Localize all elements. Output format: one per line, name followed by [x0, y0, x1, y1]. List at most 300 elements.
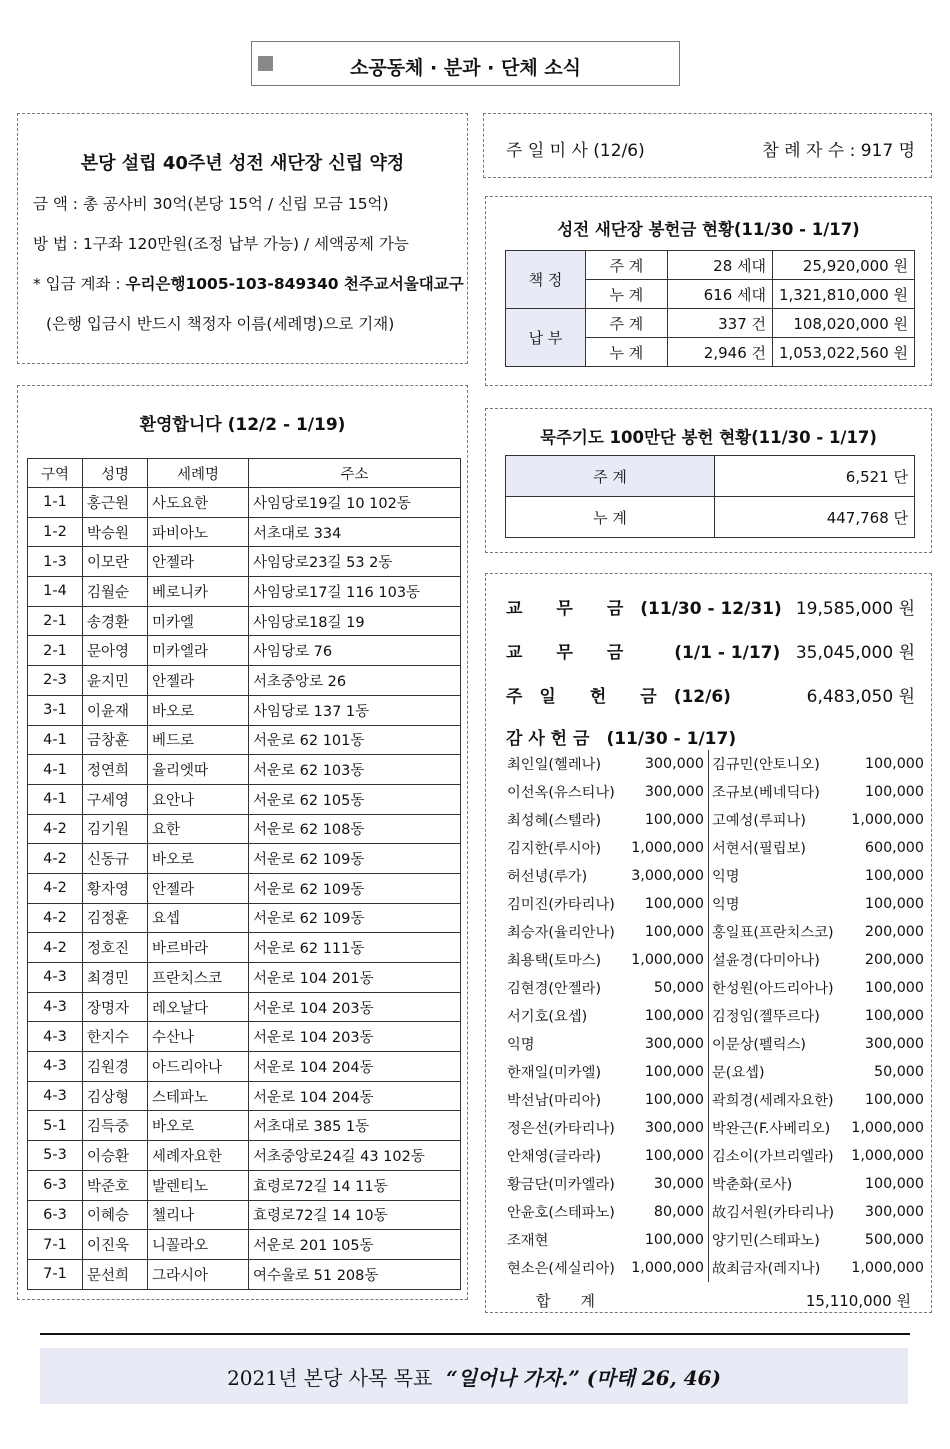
donor-amount: 30,000: [624, 1170, 709, 1198]
table-row: [28, 488, 461, 518]
donor-name: 설윤경(다미아나): [711, 953, 820, 969]
offering-line: [506, 638, 915, 663]
donor-amount: 100,000: [864, 1092, 924, 1108]
name-cell: 김원경: [83, 1052, 148, 1082]
name-cell: 신동규: [83, 844, 148, 874]
donor-amount: 300,000: [624, 1114, 709, 1142]
donor-amount: 100,000: [624, 806, 709, 834]
table-row: [28, 547, 461, 577]
attendance-count: 참 례 자 수 : 917 명: [762, 141, 915, 161]
baptismal-name-cell: 요셉: [148, 903, 249, 933]
offerings-box: [485, 573, 932, 1313]
baptismal-name-cell: 사도요한: [148, 488, 249, 518]
mass-label: 주 일 미 사 (12/6): [506, 141, 645, 161]
donor-amount: 200,000: [864, 952, 924, 968]
district-cell: 7-1: [28, 1259, 83, 1289]
fund-amount: 1,321,810,000 원: [773, 280, 915, 309]
name-cell: 윤지민: [83, 666, 148, 696]
donor-name: 김현경(안젤라): [507, 981, 602, 997]
name-cell: 김기원: [83, 814, 148, 844]
list-item: [504, 974, 928, 1002]
list-item: [504, 1226, 928, 1254]
donor-amount: 300,000: [624, 778, 709, 806]
table-row: [28, 577, 461, 607]
donor-name: 고예성(루피나): [711, 813, 806, 829]
name-cell: 송경환: [83, 606, 148, 636]
fund-title: 성전 새단장 봉헌금 현황(11/30 - 1/17): [557, 220, 860, 239]
donor-amount: 500,000: [864, 1232, 924, 1248]
district-cell: 1-1: [28, 488, 83, 518]
baptismal-name-cell: 그라시아: [148, 1259, 249, 1289]
thanks-offering-title: 감 사 헌 금 (11/30 - 1/17): [506, 729, 737, 749]
name-cell: 황자영: [83, 873, 148, 903]
donor-amount: 300,000: [864, 1204, 924, 1220]
address-cell: 서운로 104 204동: [249, 1052, 461, 1082]
baptismal-name-cell: 바오로: [148, 844, 249, 874]
donor-amount: 100,000: [864, 1008, 924, 1024]
donor-amount: 300,000: [624, 1030, 709, 1058]
donor-name: 양기민(스테파노): [711, 1233, 820, 1249]
donor-name: 김소이(가브리엘라): [711, 1149, 834, 1165]
donor-name: 현소은(세실리아): [507, 1261, 615, 1277]
rosary-period: 주 계: [506, 456, 715, 497]
donor-name: 박춘화(로사): [711, 1177, 793, 1193]
table-row: [506, 251, 915, 280]
district-cell: 4-3: [28, 1052, 83, 1082]
table-row: [28, 755, 461, 785]
table-row: [28, 1170, 461, 1200]
baptismal-name-cell: 율리엣따: [148, 755, 249, 785]
district-cell: 3-1: [28, 695, 83, 725]
address-cell: 사임당로18길 19: [249, 606, 461, 636]
donor-amount: 100,000: [624, 1142, 709, 1170]
list-item: [504, 1198, 928, 1226]
district-cell: 5-3: [28, 1141, 83, 1171]
fund-count: 616 세대: [667, 280, 772, 309]
list-item: [504, 946, 928, 974]
address-cell: 서운로 104 204동: [249, 1081, 461, 1111]
donor-amount: 1,000,000: [624, 946, 709, 974]
offering-value: 35,045,000 원: [795, 643, 915, 663]
table-row: [28, 695, 461, 725]
baptismal-name-cell: 바르바라: [148, 933, 249, 963]
footer-motto: “일어나 가자.” (마태 26, 46): [446, 1366, 721, 1390]
baptismal-name-cell: 첼리나: [148, 1200, 249, 1230]
table-row: [28, 1081, 461, 1111]
donor-name: 김규민(안토니오): [711, 757, 820, 773]
donor-name: 박선남(마리아): [507, 1093, 602, 1109]
table-row: [28, 517, 461, 547]
offering-label: 주 일 헌 금 (12/6): [506, 687, 731, 707]
baptismal-name-cell: 프란치스코: [148, 963, 249, 993]
address-cell: 사임당로 76: [249, 636, 461, 666]
baptismal-name-cell: 안젤라: [148, 547, 249, 577]
fund-period: 누 계: [585, 338, 667, 367]
list-item: [504, 1114, 928, 1142]
donor-name: 최인일(헬레나): [507, 757, 602, 773]
donor-name: 문(요셉): [711, 1065, 765, 1081]
table-row: [506, 309, 915, 338]
table-row: [28, 873, 461, 903]
list-item: [504, 918, 928, 946]
name-cell: 박승원: [83, 517, 148, 547]
district-cell: 4-1: [28, 755, 83, 785]
list-item: [504, 1058, 928, 1086]
donor-name: 故김서원(카타리나): [711, 1205, 835, 1221]
list-item: [504, 778, 928, 806]
table-row: [28, 903, 461, 933]
donor-name: 익명: [711, 869, 740, 885]
donor-name: 안채영(글라라): [507, 1149, 602, 1165]
table-row: [28, 725, 461, 755]
donor-amount: 3,000,000: [624, 862, 709, 890]
list-item: [504, 1170, 928, 1198]
list-item: [504, 890, 928, 918]
donor-name: 익명: [711, 897, 740, 913]
list-item: [504, 1002, 928, 1030]
baptismal-name-cell: 세례자요한: [148, 1141, 249, 1171]
district-cell: 2-3: [28, 666, 83, 696]
address-cell: 서초대로 334: [249, 517, 461, 547]
section-title: 소공동체 · 분과 · 단체 소식: [349, 57, 582, 79]
address-cell: 서운로 62 109동: [249, 873, 461, 903]
district-cell: 4-3: [28, 963, 83, 993]
baptismal-name-cell: 요안나: [148, 784, 249, 814]
fund-group-label: 납 부: [506, 309, 586, 367]
district-cell: 4-2: [28, 873, 83, 903]
donor-amount: 100,000: [624, 1002, 709, 1030]
list-item: [504, 1086, 928, 1114]
fund-table: [505, 250, 915, 367]
address-cell: 서운로 104 203동: [249, 992, 461, 1022]
district-cell: 4-1: [28, 725, 83, 755]
rosary-title: 묵주기도 100만단 봉헌 현황(11/30 - 1/17): [540, 428, 877, 447]
fund-count: 2,946 건: [667, 338, 772, 367]
donor-amount: 80,000: [624, 1198, 709, 1226]
donor-name: 허선녕(루가): [507, 869, 588, 885]
mass-line: [506, 136, 915, 161]
address-cell: 사임당로23길 53 2동: [249, 547, 461, 577]
welcome-box: [17, 385, 468, 1300]
fund-period: 주 계: [585, 251, 667, 280]
baptismal-name-cell: 발렌티노: [148, 1170, 249, 1200]
name-cell: 김상형: [83, 1081, 148, 1111]
table-row: [28, 1022, 461, 1052]
district-cell: 4-3: [28, 992, 83, 1022]
name-cell: 이모란: [83, 547, 148, 577]
donor-amount: 200,000: [864, 924, 924, 940]
table-row: [28, 784, 461, 814]
fund-group-label: 책 정: [506, 251, 586, 309]
footer-prefix: 2021년 본당 사목 목표: [227, 1366, 433, 1390]
district-cell: 4-3: [28, 1022, 83, 1052]
table-row: [28, 606, 461, 636]
fund-period: 누 계: [585, 280, 667, 309]
donor-name: 조재현: [507, 1233, 549, 1249]
rosary-count: 6,521 단: [715, 456, 915, 497]
fund-amount: 25,920,000 원: [773, 251, 915, 280]
fund-amount: 1,053,022,560 원: [773, 338, 915, 367]
fund-count: 28 세대: [667, 251, 772, 280]
rosary-period: 누 계: [506, 497, 715, 538]
footer-banner: [40, 1348, 908, 1404]
district-cell: 1-3: [28, 547, 83, 577]
table-row: [28, 666, 461, 696]
district-cell: 2-1: [28, 606, 83, 636]
list-item: [504, 806, 928, 834]
district-cell: 6-3: [28, 1170, 83, 1200]
donor-name: 조규보(베네딕다): [711, 785, 820, 801]
donor-amount: 100,000: [864, 980, 924, 996]
donor-name: 이문상(펠릭스): [711, 1037, 806, 1053]
donor-name: 최성혜(스텔라): [507, 813, 602, 829]
table-row: [28, 1259, 461, 1289]
rosary-count: 447,768 단: [715, 497, 915, 538]
district-cell: 4-2: [28, 903, 83, 933]
list-item: [504, 1030, 928, 1058]
welcome-header-row: [28, 459, 461, 488]
table-row: [28, 1141, 461, 1171]
list-item: [504, 750, 928, 778]
welcome-title: 환영합니다 (12/2 - 1/19): [139, 415, 346, 435]
district-cell: 6-3: [28, 1200, 83, 1230]
address-cell: 여수울로 51 208동: [249, 1259, 461, 1289]
pledge-account: [33, 272, 464, 294]
pledge-note: (은행 입금시 반드시 책정자 이름(세례명)으로 기재): [46, 315, 395, 333]
donor-amount: 100,000: [624, 1086, 709, 1114]
donor-amount: 1,000,000: [851, 1260, 924, 1276]
pledge-title: 본당 설립 40주년 성전 새단장 신립 약정: [80, 153, 405, 174]
district-cell: 7-1: [28, 1230, 83, 1260]
name-cell: 김월순: [83, 577, 148, 607]
name-cell: 박준호: [83, 1170, 148, 1200]
pledge-account-value: 우리은행1005-103-849340 천주교서울대교구: [125, 275, 464, 293]
rosary-table: [505, 455, 915, 538]
table-row: [506, 456, 915, 497]
donor-name: 한성원(아드리아나): [711, 981, 834, 997]
baptismal-name-cell: 바오로: [148, 695, 249, 725]
address-cell: 서운로 62 108동: [249, 814, 461, 844]
donor-amount: 600,000: [864, 840, 924, 856]
address-cell: 서초대로 385 1동: [249, 1111, 461, 1141]
donor-amount: 100,000: [864, 756, 924, 772]
donor-amount: 1,000,000: [851, 812, 924, 828]
offering-value: 6,483,050 원: [806, 687, 915, 707]
address-cell: 서운로 104 201동: [249, 963, 461, 993]
district-cell: 4-1: [28, 784, 83, 814]
address-cell: 서운로 62 111동: [249, 933, 461, 963]
baptismal-name-cell: 베로니카: [148, 577, 249, 607]
pledge-box: [17, 113, 468, 364]
footer-text: [40, 1362, 908, 1391]
table-row: [28, 1052, 461, 1082]
donor-name: 최승자(율리안나): [507, 925, 615, 941]
offering-line: [506, 682, 915, 707]
table-row: [28, 636, 461, 666]
list-item: [504, 834, 928, 862]
list-item: [504, 862, 928, 890]
column-header: 주소: [249, 459, 461, 488]
donor-amount: 100,000: [624, 1058, 709, 1086]
district-cell: 4-3: [28, 1081, 83, 1111]
pledge-method: 방 법 : 1구좌 120만원(조정 납부 가능) / 세액공제 가능: [33, 235, 409, 253]
renovation-fund-box: [485, 196, 932, 386]
donor-name: 황금단(미카엘라): [507, 1177, 615, 1193]
name-cell: 이진욱: [83, 1230, 148, 1260]
district-cell: 2-1: [28, 636, 83, 666]
donor-amount: 300,000: [624, 750, 709, 778]
fund-count: 337 건: [667, 309, 772, 338]
donor-amount: 100,000: [624, 918, 709, 946]
name-cell: 이윤재: [83, 695, 148, 725]
address-cell: 서운로 62 101동: [249, 725, 461, 755]
district-cell: 1-2: [28, 517, 83, 547]
offering-line: [506, 594, 915, 619]
baptismal-name-cell: 미카엘라: [148, 636, 249, 666]
baptismal-name-cell: 파비아노: [148, 517, 249, 547]
district-cell: 1-4: [28, 577, 83, 607]
fund-amount: 108,020,000 원: [773, 309, 915, 338]
footer-divider: [40, 1333, 910, 1335]
baptismal-name-cell: 미카엘: [148, 606, 249, 636]
name-cell: 이혜승: [83, 1200, 148, 1230]
donor-amount: 1,000,000: [624, 834, 709, 862]
donor-name: 박완근(F.사베리오): [711, 1121, 831, 1137]
name-cell: 금창훈: [83, 725, 148, 755]
name-cell: 김득중: [83, 1111, 148, 1141]
table-row: [28, 1230, 461, 1260]
donor-name: 정은선(카타리나): [507, 1121, 615, 1137]
pledge-amount: 금 액 : 총 공사비 30억(본당 15억 / 신립 모금 15억): [33, 195, 389, 213]
list-item: [504, 1142, 928, 1170]
donor-name: 故최금자(레지나): [711, 1261, 821, 1277]
offering-label: 교 무 금 (11/30 - 12/31): [506, 599, 782, 619]
address-cell: 사임당로17길 116 103동: [249, 577, 461, 607]
welcome-table: [27, 458, 461, 1290]
donor-name: 김정임(젤뚜르다): [711, 1009, 820, 1025]
baptismal-name-cell: 베드로: [148, 725, 249, 755]
list-item: [504, 1254, 928, 1282]
address-cell: 서초중앙로 26: [249, 666, 461, 696]
baptismal-name-cell: 아드리아나: [148, 1052, 249, 1082]
column-header: 성명: [83, 459, 148, 488]
mass-attendance-box: [483, 113, 932, 178]
name-cell: 문아영: [83, 636, 148, 666]
name-cell: 홍근원: [83, 488, 148, 518]
district-cell: 5-1: [28, 1111, 83, 1141]
section-header: [251, 41, 680, 86]
offering-label: 교 무 금 (1/1 - 1/17): [506, 643, 781, 663]
table-row: [28, 963, 461, 993]
address-cell: 사임당로 137 1동: [249, 695, 461, 725]
donor-name: 서현서(필립보): [711, 841, 806, 857]
name-cell: 장명자: [83, 992, 148, 1022]
donor-amount: 300,000: [864, 1036, 924, 1052]
baptismal-name-cell: 요한: [148, 814, 249, 844]
address-cell: 서운로 62 105동: [249, 784, 461, 814]
fund-period: 주 계: [585, 309, 667, 338]
address-cell: 서운로 62 109동: [249, 903, 461, 933]
donor-name: 익명: [507, 1037, 535, 1053]
baptismal-name-cell: 스테파노: [148, 1081, 249, 1111]
donor-amount: 100,000: [864, 896, 924, 912]
donor-name: 곽희경(세례자요한): [711, 1093, 834, 1109]
address-cell: 서초중앙로24길 43 102동: [249, 1141, 461, 1171]
table-row: [28, 1111, 461, 1141]
address-cell: 서운로 62 103동: [249, 755, 461, 785]
name-cell: 정연희: [83, 755, 148, 785]
offering-value: 19,585,000 원: [795, 599, 915, 619]
total-label: 합 계: [536, 1292, 595, 1310]
table-row: [28, 814, 461, 844]
donor-name: 홍일표(프란치스코): [711, 925, 834, 941]
pledge-account-label: * 입금 계좌 :: [33, 275, 126, 293]
name-cell: 문선희: [83, 1259, 148, 1289]
rosary-box: [485, 408, 932, 553]
donor-amount: 1,000,000: [851, 1148, 924, 1164]
donor-amount: 1,000,000: [624, 1254, 709, 1282]
donor-name: 서기호(요셉): [507, 1009, 588, 1025]
table-row: [28, 1200, 461, 1230]
name-cell: 구세영: [83, 784, 148, 814]
donor-amount: 100,000: [864, 868, 924, 884]
name-cell: 최경민: [83, 963, 148, 993]
name-cell: 한지수: [83, 1022, 148, 1052]
name-cell: 이승환: [83, 1141, 148, 1171]
baptismal-name-cell: 안젤라: [148, 666, 249, 696]
district-cell: 4-2: [28, 933, 83, 963]
baptismal-name-cell: 바오로: [148, 1111, 249, 1141]
column-header: 구역: [28, 459, 83, 488]
donor-amount: 100,000: [864, 1176, 924, 1192]
table-row: [28, 933, 461, 963]
baptismal-name-cell: 수산나: [148, 1022, 249, 1052]
district-cell: 4-2: [28, 844, 83, 874]
baptismal-name-cell: 레오날다: [148, 992, 249, 1022]
name-cell: 정호진: [83, 933, 148, 963]
column-header: 세례명: [148, 459, 249, 488]
donor-amount: 100,000: [624, 890, 709, 918]
donor-amount: 100,000: [864, 784, 924, 800]
donor-name: 최용택(토마스): [507, 953, 602, 969]
name-cell: 김정훈: [83, 903, 148, 933]
address-cell: 서운로 201 105동: [249, 1230, 461, 1260]
district-cell: 4-2: [28, 814, 83, 844]
table-row: [28, 992, 461, 1022]
donor-name: 이선옥(유스티나): [507, 785, 615, 801]
offering-total: [536, 1290, 911, 1311]
address-cell: 사임당로19길 10 102동: [249, 488, 461, 518]
address-cell: 서운로 104 203동: [249, 1022, 461, 1052]
thanks-offering-table: [504, 750, 928, 1282]
donor-amount: 50,000: [624, 974, 709, 1002]
donor-amount: 1,000,000: [851, 1120, 924, 1136]
total-value: 15,110,000 원: [805, 1292, 911, 1310]
donor-name: 김지한(루시아): [507, 841, 602, 857]
donor-name: 한재일(미카엘): [507, 1065, 602, 1081]
donor-amount: 50,000: [873, 1064, 924, 1080]
address-cell: 효령로72길 14 11동: [249, 1170, 461, 1200]
donor-amount: 100,000: [624, 1226, 709, 1254]
donor-name: 안윤호(스테파노): [507, 1205, 615, 1221]
address-cell: 효령로72길 14 10동: [249, 1200, 461, 1230]
baptismal-name-cell: 니꼴라오: [148, 1230, 249, 1260]
donor-name: 김미진(카타리나): [507, 897, 615, 913]
table-row: [506, 497, 915, 538]
baptismal-name-cell: 안젤라: [148, 873, 249, 903]
table-row: [28, 844, 461, 874]
address-cell: 서운로 62 109동: [249, 844, 461, 874]
